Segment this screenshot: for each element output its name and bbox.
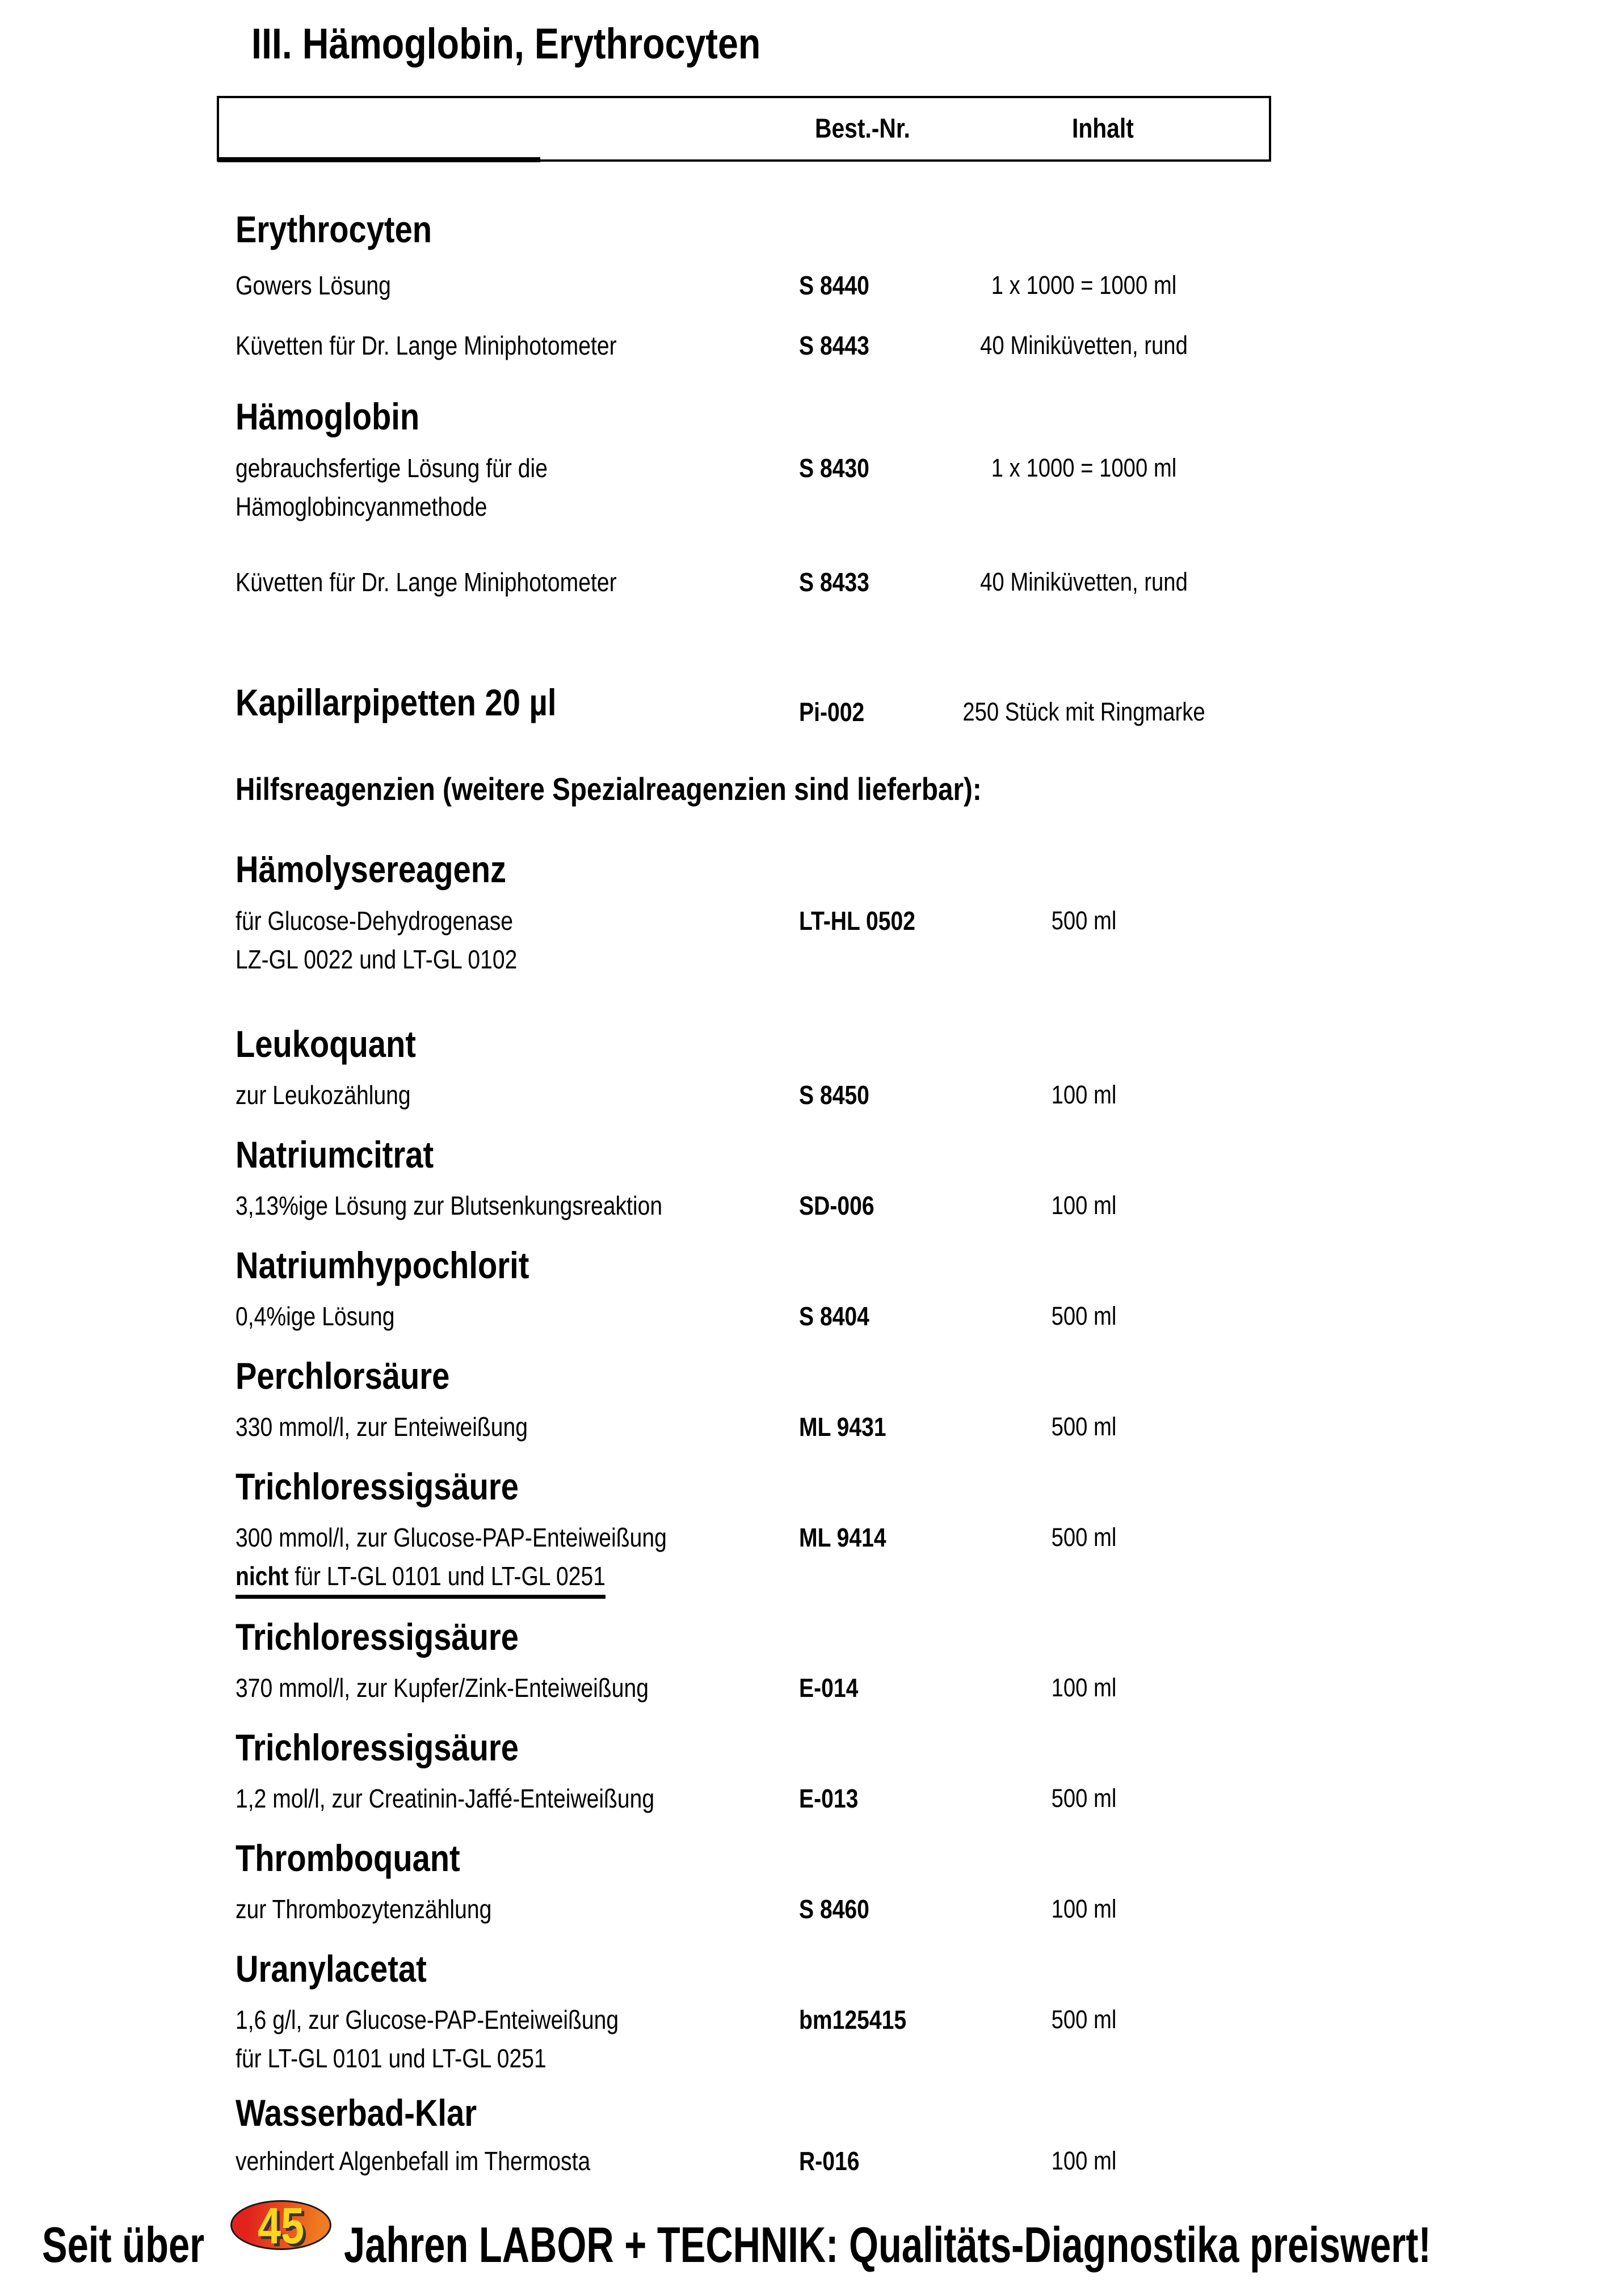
product-row bbox=[0, 1413, 1623, 1448]
order-number: LT-HL 0502 bbox=[799, 906, 915, 936]
order-number: S 8433 bbox=[799, 567, 869, 597]
section-heading-kapillarpipetten: Kapillarpipetten 20 µl bbox=[236, 681, 557, 723]
product-description: zur Leukozählung bbox=[236, 1080, 411, 1110]
product-description: für Glucose-Dehydrogenase bbox=[236, 906, 514, 936]
section-heading-trichloressigsaeure-3: Trichloressigsäure bbox=[236, 1726, 519, 1768]
product-description: 0,4%ige Lösung bbox=[236, 1301, 395, 1331]
section-heading-haemolysereagenz: Hämolysereagenz bbox=[236, 848, 507, 890]
product-row bbox=[0, 271, 1623, 306]
product-row bbox=[0, 1302, 1623, 1337]
order-number: S 8430 bbox=[799, 453, 869, 483]
product-description-line2: Hämoglobincyanmethode bbox=[236, 492, 487, 521]
content-amount: 100 ml bbox=[1051, 1191, 1117, 1220]
order-number: SD-006 bbox=[799, 1191, 874, 1220]
anniversary-45-badge bbox=[230, 2198, 331, 2255]
content-amount: 250 Stück mit Ringmarke bbox=[962, 697, 1205, 726]
box-bottom-accent-line bbox=[218, 157, 540, 162]
product-description: 1,2 mol/l, zur Creatinin-Jaffé-Enteiweißung bbox=[236, 1784, 655, 1813]
product-row bbox=[0, 2147, 1623, 2182]
order-number: S 8450 bbox=[799, 1080, 869, 1110]
product-row bbox=[0, 1674, 1623, 1709]
product-description: 300 mmol/l, zur Glucose-PAP-Enteiweißung bbox=[236, 1523, 667, 1552]
section-heading-erythrocyten: Erythrocyten bbox=[236, 208, 432, 250]
product-description: 3,13%ige Lösung zur Blutsenkungsreaktion bbox=[236, 1191, 663, 1220]
order-number: ML 9414 bbox=[799, 1523, 886, 1552]
content-amount: 500 ml bbox=[1051, 1412, 1117, 1441]
product-description: 1,6 g/l, zur Glucose-PAP-Enteiweißung bbox=[236, 2005, 619, 2034]
content-amount: 100 ml bbox=[1051, 2146, 1117, 2175]
footer-slogan-suffix: Jahren LABOR + TECHNIK: Qualitäts-Diagnostika preiswert! bbox=[344, 2217, 1431, 2273]
section-heading-trichloressigsaeure-1: Trichloressigsäure bbox=[236, 1465, 519, 1507]
content-amount: 40 Miniküvetten, rund bbox=[980, 567, 1188, 596]
product-row bbox=[0, 2006, 1623, 2041]
product-description-line2 bbox=[0, 1562, 1623, 1597]
product-row bbox=[0, 1081, 1623, 1116]
product-description: Gowers Lösung bbox=[236, 271, 391, 300]
content-amount: 40 Miniküvetten, rund bbox=[980, 331, 1188, 360]
product-description-line2: für LT-GL 0101 und LT-GL 0251 bbox=[236, 2044, 546, 2073]
section-heading-wasserbad-klar: Wasserbad-Klar bbox=[236, 2092, 477, 2134]
order-number: S 8404 bbox=[799, 1301, 869, 1331]
section-heading-perchlorsaeure: Perchlorsäure bbox=[236, 1355, 450, 1397]
content-amount: 100 ml bbox=[1051, 1080, 1117, 1109]
section-heading-haemoglobin: Hämoglobin bbox=[236, 395, 420, 437]
order-number: bm125415 bbox=[799, 2005, 907, 2034]
product-row bbox=[0, 454, 1623, 489]
product-description-line2: LZ-GL 0022 und LT-GL 0102 bbox=[236, 945, 518, 974]
content-amount: 100 ml bbox=[1051, 1673, 1117, 1702]
order-number: S 8443 bbox=[799, 331, 869, 360]
footer-slogan-prefix: Seit über bbox=[42, 2217, 205, 2273]
column-header-inhalt: Inhalt bbox=[1072, 113, 1134, 144]
order-number: S 8440 bbox=[799, 271, 869, 300]
order-number: Pi-002 bbox=[799, 697, 865, 727]
product-row bbox=[0, 1784, 1623, 1819]
content-amount: 100 ml bbox=[1051, 1894, 1117, 1923]
section-heading-leukoquant: Leukoquant bbox=[236, 1023, 416, 1065]
content-amount: 500 ml bbox=[1051, 2005, 1117, 2034]
product-row bbox=[0, 1895, 1623, 1930]
section-heading-uranylacetat: Uranylacetat bbox=[236, 1948, 427, 1990]
page-title: III. Hämoglobin, Erythrocyten bbox=[251, 20, 761, 68]
badge-number: 45 bbox=[257, 2198, 305, 2255]
product-row bbox=[0, 568, 1623, 603]
product-description: 370 mmol/l, zur Kupfer/Zink-Enteiweißung bbox=[236, 1673, 649, 1703]
content-amount: 500 ml bbox=[1051, 1523, 1117, 1552]
section-heading-trichloressigsaeure-2: Trichloressigsäure bbox=[236, 1616, 519, 1658]
product-row bbox=[0, 1523, 1623, 1558]
content-amount: 1 x 1000 = 1000 ml bbox=[991, 271, 1177, 300]
product-description: 330 mmol/l, zur Enteiweißung bbox=[236, 1412, 528, 1442]
order-number: ML 9431 bbox=[799, 1412, 886, 1442]
content-amount: 500 ml bbox=[1051, 1301, 1117, 1330]
section-heading-natriumhypochlorit: Natriumhypochlorit bbox=[236, 1244, 529, 1286]
product-description: Küvetten für Dr. Lange Miniphotometer bbox=[236, 567, 617, 597]
table-header-box bbox=[217, 96, 1271, 162]
column-header-bestnr: Best.-Nr. bbox=[815, 113, 910, 144]
order-number: E-013 bbox=[799, 1784, 859, 1813]
product-row bbox=[0, 1191, 1623, 1227]
order-number: R-016 bbox=[799, 2146, 860, 2176]
order-number: E-014 bbox=[799, 1673, 859, 1703]
product-description: gebrauchsfertige Lösung für die bbox=[236, 453, 548, 483]
restriction-note-underlined: nicht für LT-GL 0101 und LT-GL 0251 bbox=[236, 1562, 606, 1599]
product-row bbox=[0, 698, 1623, 733]
section-heading-thromboquant: Thromboquant bbox=[236, 1837, 460, 1879]
content-amount: 500 ml bbox=[1051, 906, 1117, 935]
product-row bbox=[0, 907, 1623, 942]
content-amount: 1 x 1000 = 1000 ml bbox=[991, 453, 1177, 482]
section-heading-natriumcitrat: Natriumcitrat bbox=[236, 1134, 434, 1176]
product-description: zur Thrombozytenzählung bbox=[236, 1894, 492, 1924]
product-description: Küvetten für Dr. Lange Miniphotometer bbox=[236, 331, 617, 360]
product-row bbox=[0, 331, 1623, 366]
product-description: verhindert Algenbefall im Thermosta bbox=[236, 2146, 591, 2176]
order-number: S 8460 bbox=[799, 1894, 869, 1924]
auxiliary-reagents-note: Hilfsreagenzien (weitere Spezialreagenzien sind lieferbar): bbox=[236, 771, 982, 807]
content-amount: 500 ml bbox=[1051, 1784, 1117, 1813]
